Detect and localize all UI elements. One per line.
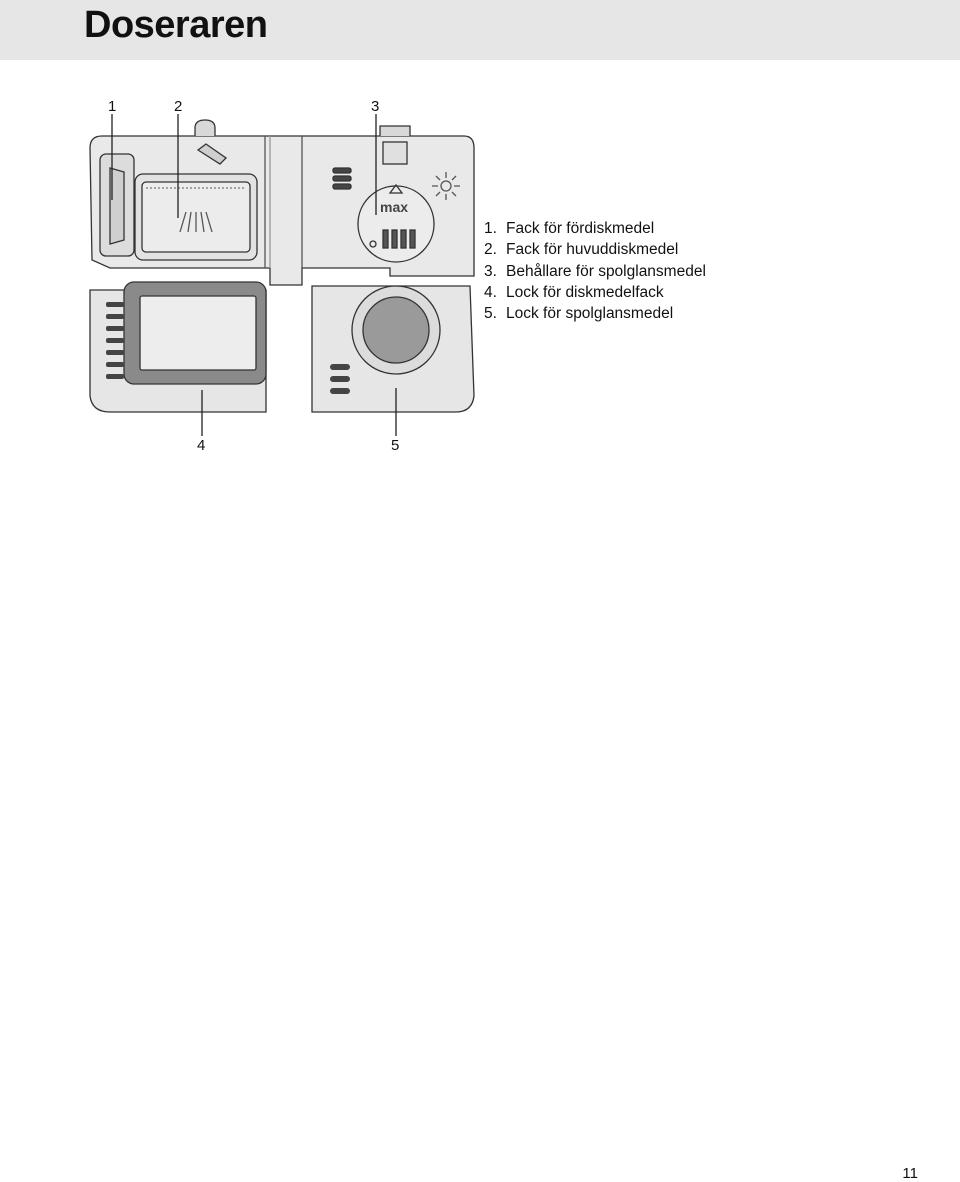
lid-latch [195,120,215,136]
page-title: Doseraren [84,4,268,46]
callout-2: 2 [174,98,183,115]
dispenser-figure [80,90,490,460]
dispenser-illustration [80,90,490,460]
rinse-aid-indicator [358,186,434,262]
callout-5: 5 [391,437,400,454]
page-number: 11 [902,1165,918,1182]
dial-max-label: max [380,199,409,215]
parts-legend [484,218,706,324]
legend-item: 4. Lock för diskmedelfack [484,283,664,301]
callout-1: 1 [108,98,117,115]
legend-item: 5. Lock för spolglansmedel [484,305,674,323]
legend-item: 1. Fack för fördiskmedel [484,220,655,237]
legend-item: 3. Behållare för spolglansmedel [484,262,706,280]
callout-4: 4 [197,437,206,454]
legend-item: 2. Fack för huvuddiskmedel [484,241,679,259]
callout-3: 3 [371,98,380,115]
